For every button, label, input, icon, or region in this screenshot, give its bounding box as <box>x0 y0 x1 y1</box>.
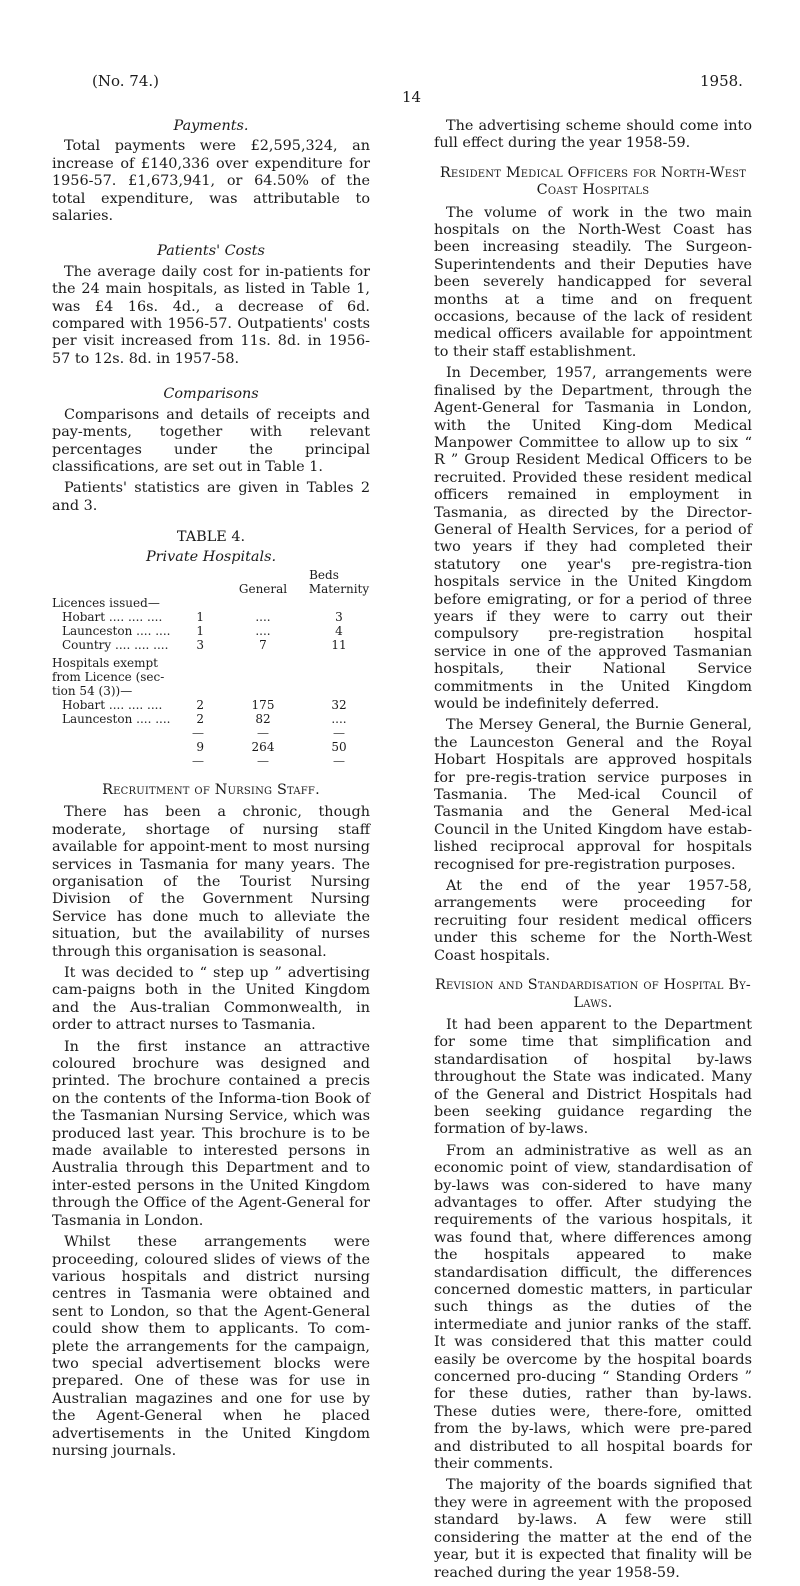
totals-row <box>52 740 370 754</box>
row-general: 82 <box>255 711 271 726</box>
comparisons-paragraph: Comparisons and details of receipts and pay-ments, together with relevant percentages under the principal classifications, are set out in Table 1. <box>52 406 370 475</box>
table-rule: — <box>257 753 269 768</box>
report-year: 1958. <box>700 72 743 90</box>
col-general-header: General <box>238 581 288 596</box>
row-general: 7 <box>259 637 267 652</box>
private-hospitals-table <box>52 568 370 768</box>
row-count: 1 <box>196 609 204 624</box>
row-general: .... <box>255 609 271 624</box>
table-rule: — <box>192 725 204 740</box>
row-maternity: .... <box>331 711 347 726</box>
comparisons-paragraph: Patients' statistics are given in Tables 2 and 3. <box>52 480 370 514</box>
row-maternity: 3 <box>335 609 343 624</box>
row-general: .... <box>255 623 271 638</box>
resident-paragraph: At the end of the year 1957-58, arrangements were proceeding for recruiting four resident medical officers under this scheme for the North-West Coast hospitals. <box>434 878 752 964</box>
row-name: Country .... .... .... <box>62 637 169 652</box>
row-count: 2 <box>196 697 204 712</box>
beds-header: Beds <box>309 567 339 582</box>
licences-issued-label: Licences issued— <box>52 595 160 610</box>
payments-text: Total payments were £2,595,324, an increase of £140,336 over expenditure for 1956-57. £1,673,941, or 64.50% of the total expenditure, was attributable to salaries. <box>52 138 370 225</box>
row-count: 3 <box>196 637 204 652</box>
row-general: 175 <box>251 697 275 712</box>
row-maternity: 4 <box>335 623 343 638</box>
payments-heading: Payments. <box>173 118 249 134</box>
exempt-hospitals-label: Hospitals exempt from Licence (sec-tion 54 (3))— <box>52 655 165 698</box>
by-laws-paragraph: It had been apparent to the Department for some time that simplification and standardisation of hospital by-laws throughout the State was indicated. Many of the General and District Hospitals had been seeking guidance regarding the formation of by-laws. <box>434 1016 752 1138</box>
row-maternity: 32 <box>331 697 347 712</box>
row-maternity: 11 <box>331 637 347 652</box>
table-rule: — <box>333 725 345 740</box>
resident-paragraph: The Mersey General, the Burnie General, the Launceston General and the Royal Hobart Hospitals are approved hospitals for pre-regis-tration service purposes in Tasmania. The Med-ical Council of Tasmania and the General Med-ical Council in the United Kingdom have estab-lished reciprocal approval for hospitals recognised for pre-registration purposes. <box>434 717 752 873</box>
by-laws-heading: Revision and Standardisation of Hospital By-Laws. <box>435 977 751 1011</box>
left-column <box>52 118 370 1464</box>
table-title: TABLE 4. <box>176 529 246 546</box>
resident-paragraph: The volume of work in the two main hospitals on the North-West Coast has been increasing steadily. The Surgeon-Superintendents and their Deputies have been severely handicapped for several months at a time and on frequent occasions, because of the lack of resident medical officers available for appointment to their staff establishment. <box>434 204 752 360</box>
table-row <box>52 624 370 638</box>
table-row <box>52 712 370 726</box>
table-rule: — <box>257 725 269 740</box>
table-rule: — <box>192 753 204 768</box>
total-maternity: 50 <box>331 739 347 754</box>
recruitment-paragraph: In the first instance an attractive coloured brochure was designed and printed. The brochure contained a precis on the contents of the Informa-tion Book of the Tasmanian Nursing Service, which was produced last year. This brochure is to be made available to interested persons in Australia through this Department and to inter-ested persons in the United Kingdom through the Office of the Agent-General for Tasmania in London. <box>52 1038 370 1229</box>
comparisons-heading: Comparisons <box>163 386 259 403</box>
total-count: 9 <box>196 739 204 754</box>
recruitment-paragraph: Whilst these arrangements were proceeding, coloured slides of views of the various hospitals and district nursing centres in Tasmania were obtained and sent to London, so that the Agent-General could show them to applicants. To com-plete the arrangements for the campaign, two special advertisement blocks were prepared. One of these was for use in Australian magazines and one for use by the Agent-General when he placed advertisements in the United Kingdom nursing journals. <box>52 1234 370 1459</box>
report-number: (No. 74.) <box>92 72 159 90</box>
row-count: 2 <box>196 711 204 726</box>
by-laws-paragraph: From an administrative as well as an economic point of view, standardisation of by-laws was con-sidered to have many advantages to offer. After studying the requirements of the various hospitals, it was found that, where differences among the hospitals appeared to make standardisation difficult, the differences concerned domestic matters, in particular such things as the duties of the intermediate and junior ranks of the staff. It was considered that this matter could easily be overcome by the hospital boards concerned pro-ducing “ Standing Orders ” for these duties, rather than by-laws. These duties were, there-fore, omitted from the by-laws, which were pre-pared and distributed to all hospital boards for their comments. <box>434 1142 752 1473</box>
by-laws-paragraph: The majority of the boards signified that they were in agreement with the proposed standard by-laws. A few were still considering the matter at the end of the year, but it is expected that finality will be reached during the year 1958-59. <box>434 1477 752 1581</box>
table-subtitle: Private Hospitals. <box>145 548 277 565</box>
patients-costs-text: The average daily cost for in-patients for the 24 main hospitals, as listed in Table 1, was £4 16s. 4d., a decrease of 6d. compared with 1956-57. Outpatients' costs per visit increased from 11s. 8d. in 1956-57 to 12s. 8d. in 1957-58. <box>52 263 370 367</box>
resident-officers-heading: Resident Medical Officers for North-West Coast Hospitals <box>439 164 747 199</box>
table-rule: — <box>333 753 345 768</box>
right-column <box>434 118 752 1586</box>
row-name: Hobart .... .... .... <box>62 697 163 712</box>
recruitment-heading: Recruitment of Nursing Staff. <box>102 781 320 798</box>
row-name: Launceston .... .... <box>62 711 171 726</box>
row-name: Launceston .... .... <box>62 623 171 638</box>
patients-costs-heading: Patients' Costs <box>157 243 265 260</box>
total-general: 264 <box>251 739 275 754</box>
table-row <box>52 610 370 624</box>
resident-paragraph: In December, 1957, arrangements were finalised by the Department, through the Agent-General for Tasmania in London, with the United King-dom Medical Manpower Committee to allow up to six “ R ” Group Resident Medical Officers to be recruited. Provided these resident medical officers remained in employment in Tasmania, as directed by the Director-General of Health Services, for a period of two years if they had completed their statutory one year's pre-registra-tion hospitals service in the United Kingdom before emigrating, or for a period of three years if they were to carry out their compulsory pre-registration hospital service in one of the approved Tasmanian hospitals, their National Service commitments in the United Kingdom would be indefinitely deferred. <box>434 365 752 712</box>
col-maternity-header: Maternity <box>308 581 370 596</box>
table-row <box>52 698 370 712</box>
row-name: Hobart .... .... .... <box>62 609 163 624</box>
table-row <box>52 638 370 652</box>
recruitment-paragraph: There has been a chronic, though moderate, shortage of nursing staff available for appoint-ment to most nursing services in Tasmania for many years. The organisation of the Tourist Nursing Division of the Government Nursing Service has done much to alleviate the situation, but the availability of nurses through this organisation is seasonal. <box>52 804 370 960</box>
recruitment-paragraph: It was decided to “ step up ” advertising cam-paigns both in the United Kingdom and the Aus-tralian Commonwealth, in order to attract nurses to Tasmania. <box>52 965 370 1034</box>
row-count: 1 <box>196 623 204 638</box>
page-number: 14 <box>402 88 422 106</box>
advertising-paragraph: The advertising scheme should come into full effect during the year 1958-59. <box>434 118 752 152</box>
